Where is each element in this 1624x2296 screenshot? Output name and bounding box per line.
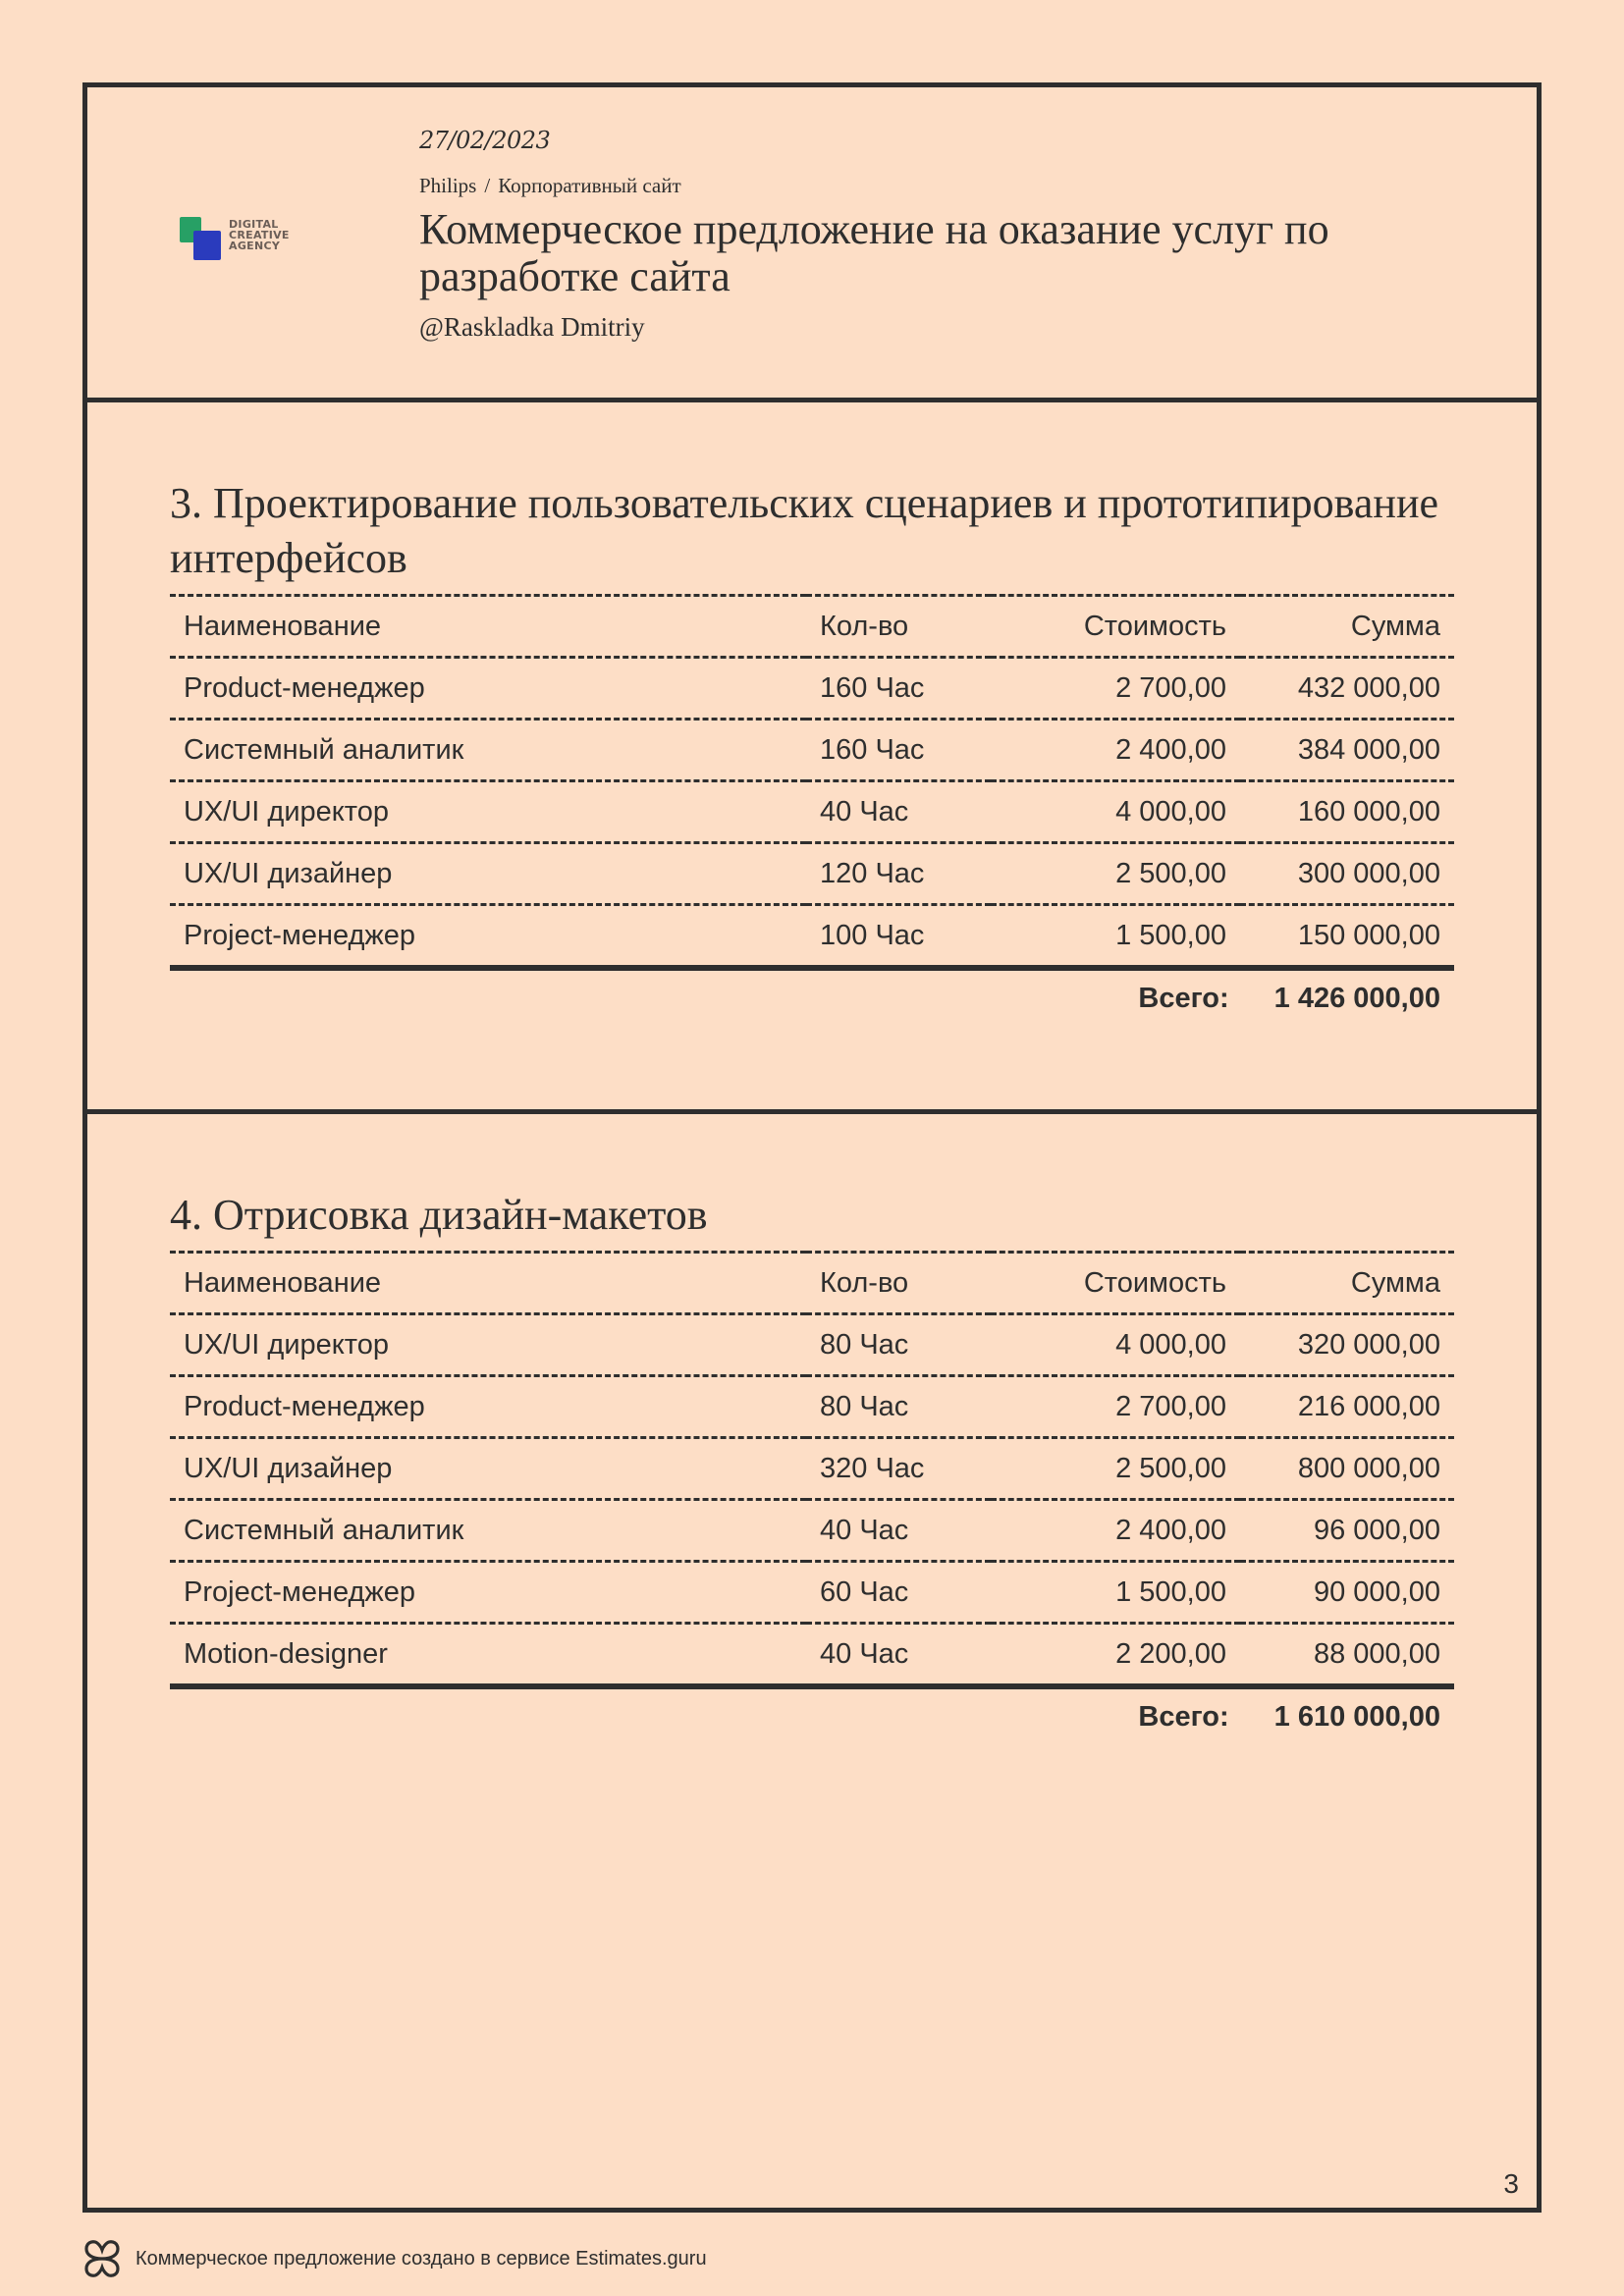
cell-qty: 100 Час — [806, 905, 991, 969]
total-value: 1 426 000,00 — [1273, 983, 1440, 1014]
cell-qty: 80 Час — [806, 1314, 991, 1376]
cell-cost: 2 400,00 — [991, 720, 1240, 781]
column-header-cost: Стоимость — [991, 1253, 1240, 1314]
total-label: Всего: — [1138, 983, 1229, 1014]
table-row — [170, 905, 1454, 969]
document-date: 27/02/2023 — [419, 127, 551, 154]
cell-qty: 160 Час — [806, 658, 991, 720]
section-title: 3. Проектирование пользовательских сценариев и прототипирование интерфейсов — [170, 479, 1439, 582]
document-header — [87, 87, 1537, 402]
cell-sum: 384 000,00 — [1240, 720, 1454, 781]
agency-logo — [180, 217, 317, 266]
cell-sum: 320 000,00 — [1240, 1314, 1454, 1376]
cell-qty: 80 Час — [806, 1376, 991, 1438]
cell-qty: 60 Час — [806, 1562, 991, 1624]
cell-qty: 40 Час — [806, 1500, 991, 1562]
cell-name: Motion-designer — [170, 1624, 806, 1687]
cell-cost: 2 500,00 — [991, 1438, 1240, 1500]
header-text — [419, 127, 1478, 343]
cell-sum: 216 000,00 — [1240, 1376, 1454, 1438]
table-row — [170, 1562, 1454, 1624]
page-frame — [82, 82, 1542, 2213]
cell-sum: 88 000,00 — [1240, 1624, 1454, 1687]
table-row — [170, 1438, 1454, 1500]
table-row — [170, 1376, 1454, 1438]
column-header-name: Наименование — [170, 1253, 806, 1314]
section-title: 4. Отрисовка дизайн-макетов — [170, 1191, 708, 1239]
cell-qty: 40 Час — [806, 1624, 991, 1687]
cell-sum: 150 000,00 — [1240, 905, 1454, 969]
cell-sum: 300 000,00 — [1240, 843, 1454, 905]
footer — [82, 2238, 707, 2279]
cell-name: UX/UI директор — [170, 781, 806, 843]
estimates-logo-icon — [82, 2238, 122, 2279]
logo-line: CREATIVE — [229, 229, 290, 241]
cell-qty: 40 Час — [806, 781, 991, 843]
breadcrumb-project: Корпоративный сайт — [498, 174, 681, 197]
table-row — [170, 658, 1454, 720]
estimate-table — [170, 594, 1454, 971]
cell-cost: 1 500,00 — [991, 905, 1240, 969]
table-row — [170, 720, 1454, 781]
column-header-sum: Сумма — [1240, 596, 1454, 658]
cell-qty: 320 Час — [806, 1438, 991, 1500]
logo-line: DIGITAL — [229, 218, 279, 231]
cell-name: Product-менеджер — [170, 1376, 806, 1438]
cell-sum: 90 000,00 — [1240, 1562, 1454, 1624]
column-header-qty: Кол-во — [806, 1253, 991, 1314]
table-row — [170, 1314, 1454, 1376]
cell-cost: 2 400,00 — [991, 1500, 1240, 1562]
cell-name: UX/UI директор — [170, 1314, 806, 1376]
table-row — [170, 843, 1454, 905]
table-row — [170, 781, 1454, 843]
breadcrumb-separator: / — [484, 174, 491, 197]
document-author: @Raskladka Dmitriy — [419, 312, 645, 342]
logo-text — [229, 219, 290, 251]
logo-line: AGENCY — [229, 240, 281, 252]
table-row — [170, 1500, 1454, 1562]
page-number: 3 — [1503, 2168, 1519, 2199]
cell-cost: 2 500,00 — [991, 843, 1240, 905]
document-title: Коммерческое предложение на оказание услуг по разработке сайта — [419, 205, 1329, 300]
cell-name: Project-менеджер — [170, 1562, 806, 1624]
column-header-name: Наименование — [170, 596, 806, 658]
column-header-qty: Кол-во — [806, 596, 991, 658]
cell-cost: 4 000,00 — [991, 1314, 1240, 1376]
section-3 — [87, 398, 1537, 1114]
section-total — [170, 1701, 1454, 1734]
section-4 — [87, 1114, 1537, 2096]
cell-name: UX/UI дизайнер — [170, 1438, 806, 1500]
cell-name: Product-менеджер — [170, 658, 806, 720]
footer-text: Коммерческое предложение создано в сервисе Estimates.guru — [135, 2247, 707, 2269]
cell-cost: 4 000,00 — [991, 781, 1240, 843]
cell-qty: 120 Час — [806, 843, 991, 905]
column-header-cost: Стоимость — [991, 596, 1240, 658]
cell-qty: 160 Час — [806, 720, 991, 781]
table-header-row — [170, 1253, 1454, 1314]
total-label: Всего: — [1138, 1701, 1229, 1733]
table-header-row — [170, 596, 1454, 658]
breadcrumb-client: Philips — [419, 174, 477, 197]
table-row — [170, 1624, 1454, 1687]
cell-sum: 432 000,00 — [1240, 658, 1454, 720]
cell-sum: 160 000,00 — [1240, 781, 1454, 843]
cell-cost: 2 700,00 — [991, 1376, 1240, 1438]
breadcrumb — [419, 174, 1478, 198]
cell-sum: 96 000,00 — [1240, 1500, 1454, 1562]
logo-blue-square-icon — [193, 231, 221, 260]
cell-name: Системный аналитик — [170, 1500, 806, 1562]
section-total — [170, 983, 1454, 1015]
cell-cost: 1 500,00 — [991, 1562, 1240, 1624]
cell-name: UX/UI дизайнер — [170, 843, 806, 905]
cell-cost: 2 200,00 — [991, 1624, 1240, 1687]
estimate-table — [170, 1251, 1454, 1689]
total-value: 1 610 000,00 — [1273, 1701, 1440, 1733]
column-header-sum: Сумма — [1240, 1253, 1454, 1314]
cell-sum: 800 000,00 — [1240, 1438, 1454, 1500]
cell-cost: 2 700,00 — [991, 658, 1240, 720]
cell-name: Системный аналитик — [170, 720, 806, 781]
cell-name: Project-менеджер — [170, 905, 806, 969]
